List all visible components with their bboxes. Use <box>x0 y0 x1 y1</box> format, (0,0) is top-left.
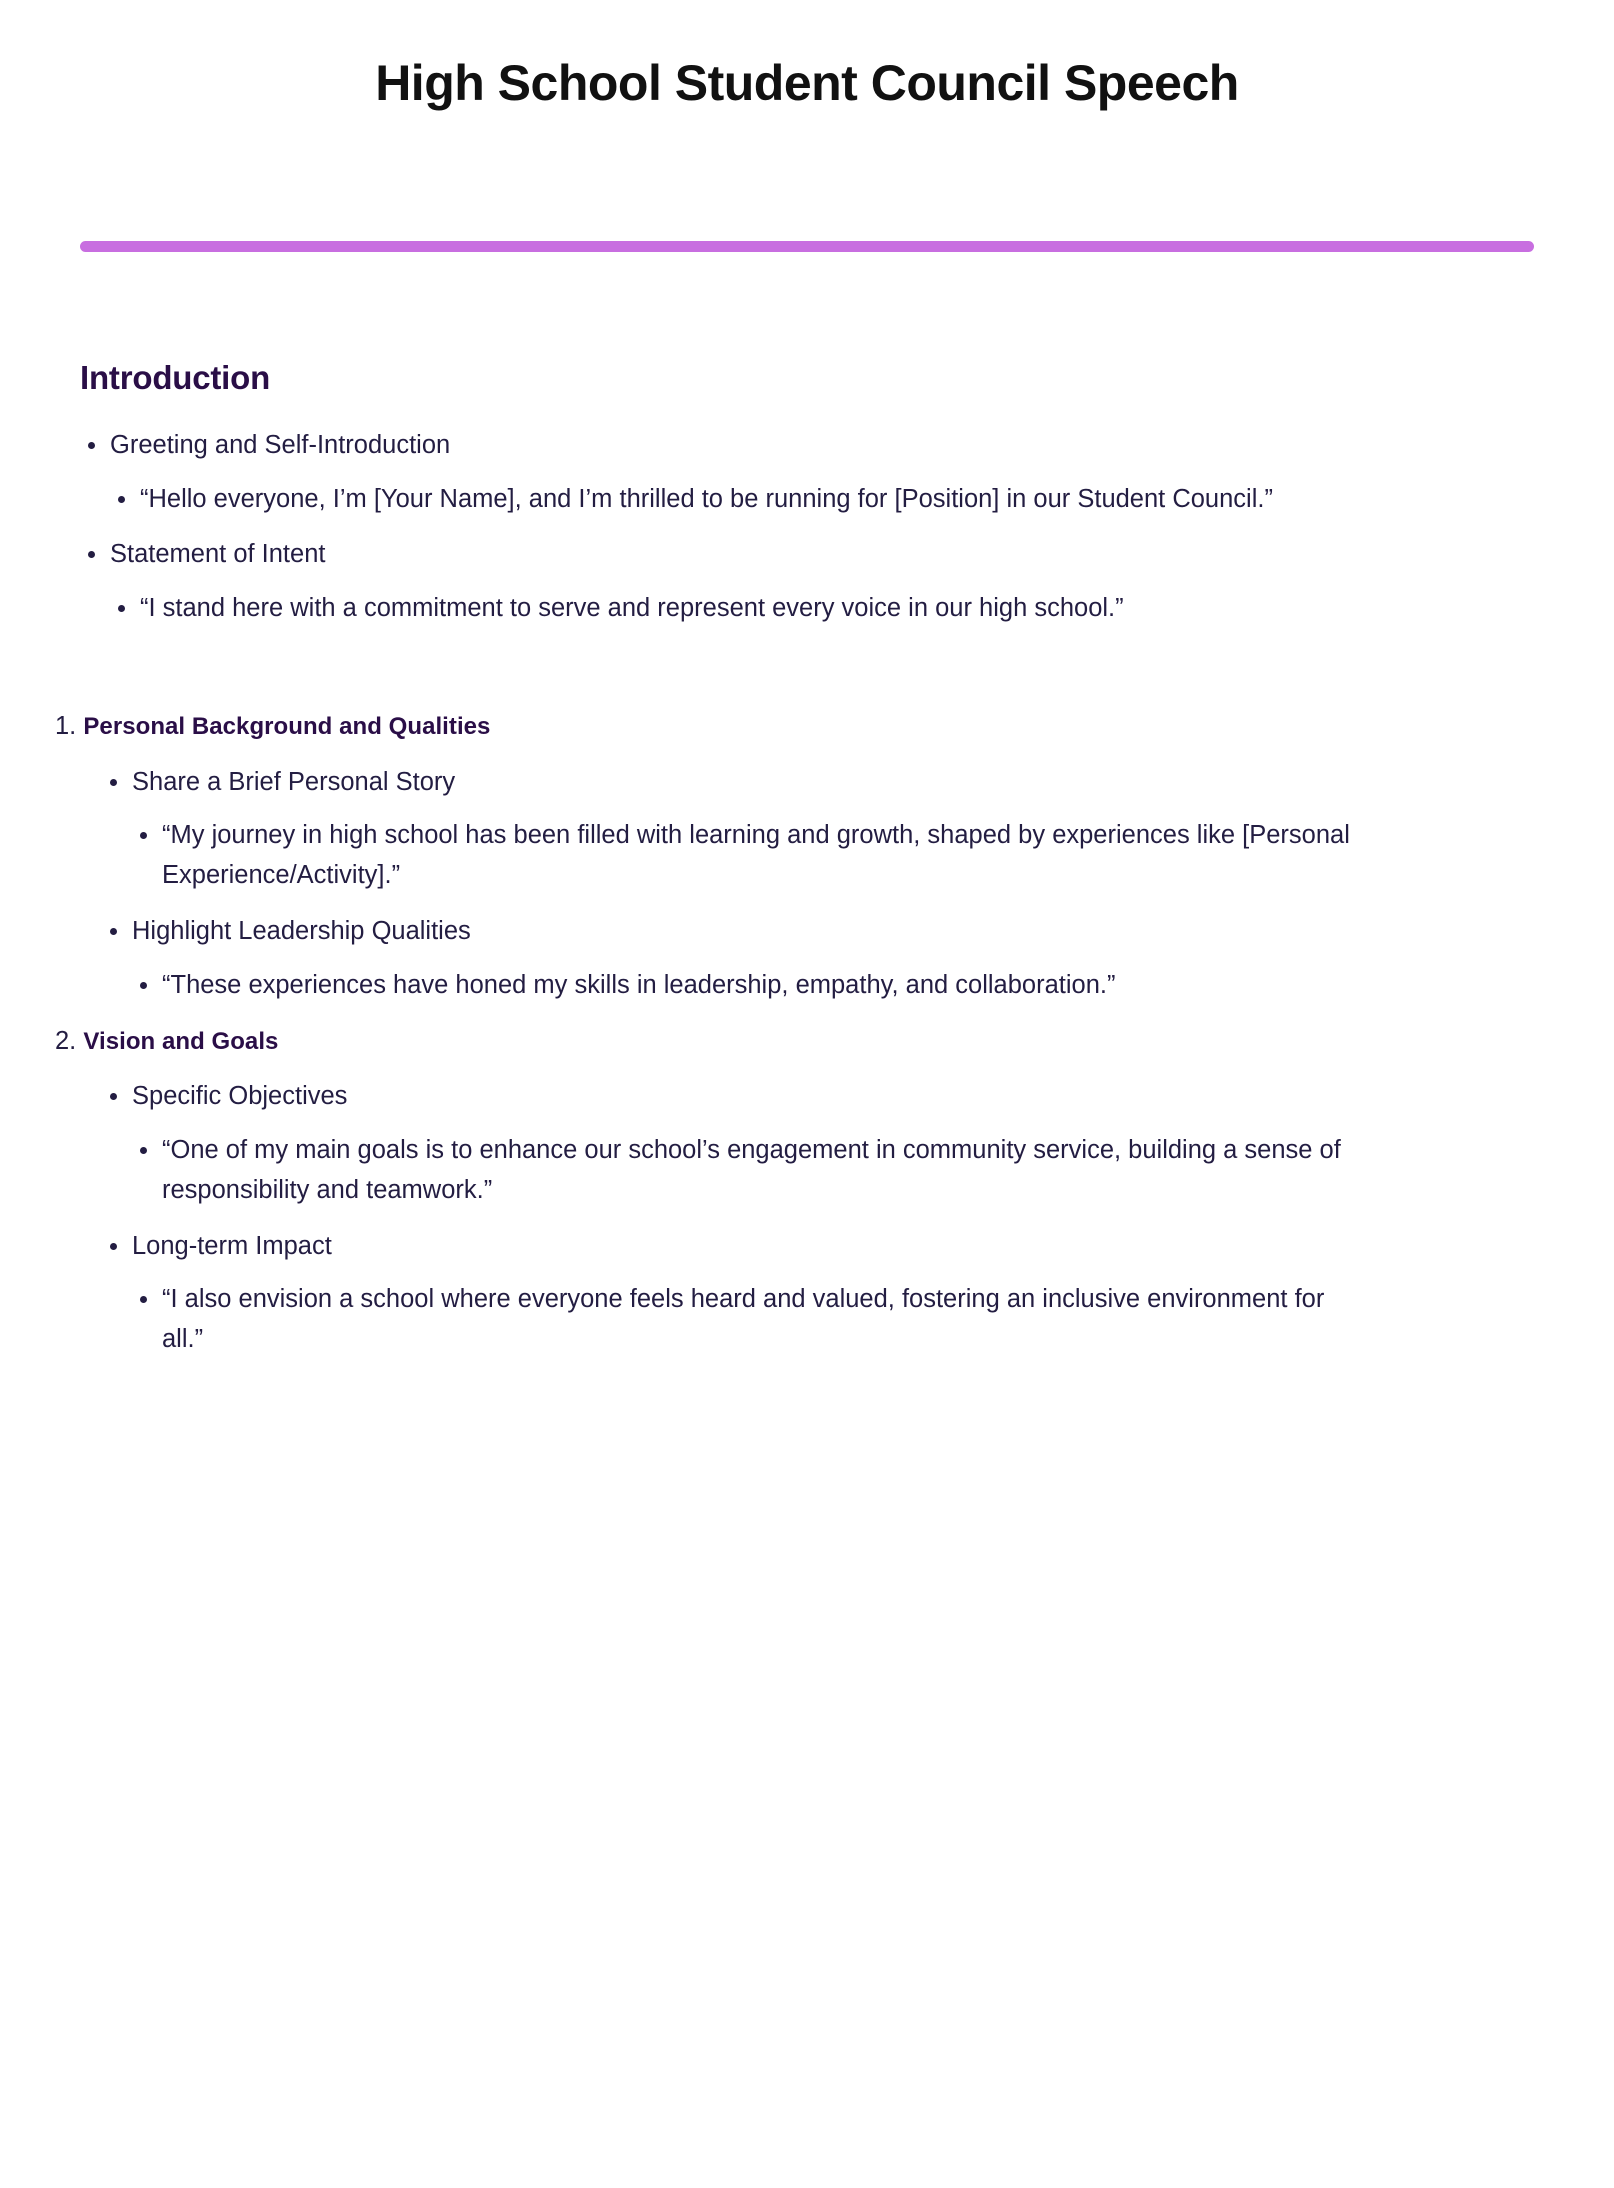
bullet-quote: “One of my main goals is to enhance our school’s engagement in community service, building a sense of responsibility and teamwork.” <box>162 1131 1362 1211</box>
numbered-bullet-list <box>102 1077 1534 1360</box>
introduction-bullet-list <box>80 426 1534 629</box>
bullet-label: Greeting and Self-Introduction <box>110 426 1534 466</box>
bullet-quote: “My journey in high school has been filled with learning and growth, shaped by experiences like [Personal Experience/Activity].” <box>162 816 1362 896</box>
accent-divider <box>80 241 1534 252</box>
list-item <box>132 966 1362 1006</box>
list-item <box>132 816 1362 896</box>
page-title: High School Student Council Speech <box>375 55 1239 111</box>
list-item <box>102 1077 1534 1210</box>
list-item <box>110 589 1340 629</box>
numbered-marker: 2. <box>55 1026 77 1055</box>
document-body <box>0 357 1614 1360</box>
numbered-heading <box>55 707 1534 747</box>
section-spacer <box>80 645 1534 707</box>
section-heading-introduction: Introduction <box>80 359 271 396</box>
bullet-label: Statement of Intent <box>110 535 1534 575</box>
bullet-quote: “I also envision a school where everyone feels heard and valued, fostering an inclusive environment for all.” <box>162 1280 1362 1360</box>
numbered-section-list <box>55 707 1534 1360</box>
nested-bullet-list <box>132 966 1534 1006</box>
numbered-title: Personal Background and Qualities <box>83 712 491 740</box>
bullet-quote: “These experiences have honed my skills in leadership, empathy, and collaboration.” <box>162 966 1362 1006</box>
numbered-bullet-list <box>102 763 1534 1006</box>
numbered-marker: 1. <box>55 711 77 740</box>
list-item <box>102 1227 1534 1360</box>
section-introduction <box>80 357 1534 629</box>
bullet-quote: “I stand here with a commitment to serve and represent every voice in our high school.” <box>140 589 1340 629</box>
nested-bullet-list <box>110 480 1534 520</box>
divider-container <box>0 241 1614 252</box>
nested-bullet-list <box>110 589 1534 629</box>
bullet-label: Share a Brief Personal Story <box>132 763 1534 803</box>
bullet-label: Specific Objectives <box>132 1077 1534 1117</box>
list-item <box>132 1131 1362 1211</box>
bullet-quote: “Hello everyone, I’m [Your Name], and I’m thrilled to be running for [Position] in our Student Council.” <box>140 480 1340 520</box>
list-item <box>80 426 1534 520</box>
nested-bullet-list <box>132 1280 1534 1360</box>
numbered-item-2 <box>55 1022 1534 1360</box>
numbered-item-1 <box>55 707 1534 1006</box>
list-item <box>102 763 1534 896</box>
numbered-heading <box>55 1022 1534 1062</box>
list-item <box>80 535 1534 629</box>
nested-bullet-list <box>132 816 1534 896</box>
nested-bullet-list <box>132 1131 1534 1211</box>
list-item <box>102 912 1534 1006</box>
list-item <box>132 1280 1362 1360</box>
list-item <box>110 480 1340 520</box>
numbered-title: Vision and Goals <box>83 1027 279 1055</box>
bullet-label: Highlight Leadership Qualities <box>132 912 1534 952</box>
bullet-label: Long-term Impact <box>132 1227 1534 1267</box>
